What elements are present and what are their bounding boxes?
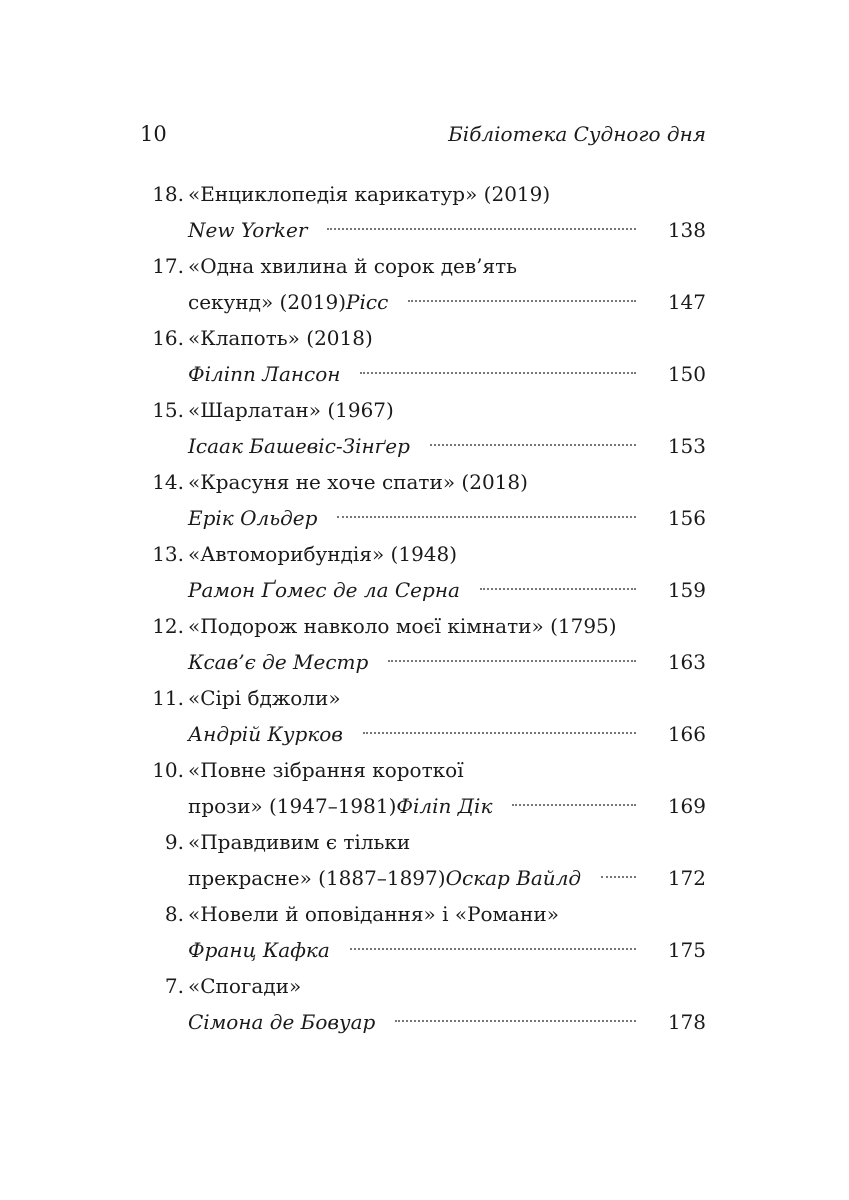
page-header	[140, 118, 706, 150]
entry-author: Сімона де Бовуар	[188, 1010, 376, 1034]
entry-title-continuation: секунд» (2019)	[188, 290, 347, 314]
entry-number: 10.	[152, 758, 184, 782]
entry-title: «Спогади»	[188, 974, 302, 998]
entry-page: 175	[667, 938, 706, 962]
entry-second-line	[188, 572, 706, 608]
toc-entry[interactable]	[140, 608, 706, 680]
dot-leader	[327, 228, 636, 230]
entry-author: Франц Кафка	[188, 938, 330, 962]
entry-title: «Клапоть» (2018)	[188, 326, 373, 350]
toc-entry[interactable]	[140, 968, 706, 1040]
toc-entry[interactable]	[140, 248, 706, 320]
entry-page: 156	[667, 506, 706, 530]
dot-leader	[408, 300, 636, 302]
toc-entry[interactable]	[140, 464, 706, 536]
entry-page: 138	[667, 218, 706, 242]
entry-second-line	[188, 500, 706, 536]
toc-entry[interactable]	[140, 320, 706, 392]
entry-title: «Красуня не хоче спати» (2018)	[188, 470, 528, 494]
dot-leader	[363, 732, 636, 734]
entry-second-line	[188, 644, 706, 680]
dot-leader	[512, 804, 636, 806]
running-title: Бібліотека Судного дня	[448, 122, 706, 146]
entry-number: 7.	[164, 974, 184, 998]
entry-number: 18.	[152, 182, 184, 206]
toc-entry[interactable]	[140, 824, 706, 896]
entry-author: Ісаак Башевіс-Зінґер	[188, 434, 410, 458]
dot-leader	[350, 948, 636, 950]
entry-second-line	[188, 1004, 706, 1040]
entry-author: Рісс	[346, 290, 389, 314]
entry-page: 147	[667, 290, 706, 314]
entry-author: Ерік Ольдер	[188, 506, 318, 530]
table-of-contents	[140, 176, 706, 1040]
entry-author: New Yorker	[188, 218, 308, 242]
entry-author: Ксав’є де Местр	[188, 650, 369, 674]
entry-second-line	[188, 356, 706, 392]
entry-number: 14.	[152, 470, 184, 494]
entry-author: Філіпп Лансон	[188, 362, 341, 386]
entry-page: 172	[667, 866, 706, 890]
dot-leader	[337, 516, 636, 518]
entry-page: 159	[667, 578, 706, 602]
entry-title: «Сірі бджоли»	[188, 686, 341, 710]
entry-title: «Повне зібрання короткої	[188, 758, 464, 782]
entry-second-line	[188, 428, 706, 464]
dot-leader	[480, 588, 636, 590]
entry-second-line	[188, 932, 706, 968]
entry-second-line	[188, 788, 706, 824]
entry-title: «Шарлатан» (1967)	[188, 398, 394, 422]
entry-page: 178	[667, 1010, 706, 1034]
entry-title: «Автоморибундія» (1948)	[188, 542, 458, 566]
entry-page: 153	[667, 434, 706, 458]
entry-author: Рамон Ґомес де ла Серна	[188, 578, 460, 602]
dot-leader	[388, 660, 636, 662]
entry-page: 150	[667, 362, 706, 386]
entry-number: 16.	[152, 326, 184, 350]
entry-number: 17.	[152, 254, 184, 278]
entry-author: Андрій Курков	[188, 722, 343, 746]
toc-entry[interactable]	[140, 176, 706, 248]
entry-page: 169	[667, 794, 706, 818]
entry-author: Оскар Вайлд	[445, 866, 582, 890]
toc-entry[interactable]	[140, 392, 706, 464]
entry-second-line	[188, 860, 706, 896]
entry-title: «Одна хвилина й сорок дев’ять	[188, 254, 518, 278]
entry-number: 8.	[164, 902, 184, 926]
entry-page: 163	[667, 650, 706, 674]
entry-number: 9.	[164, 830, 184, 854]
entry-second-line	[188, 212, 706, 248]
dot-leader	[360, 372, 636, 374]
dot-leader	[601, 876, 636, 878]
entry-number: 11.	[152, 686, 184, 710]
entry-number: 13.	[152, 542, 184, 566]
entry-title-continuation: прекрасне» (1887–1897)	[188, 866, 446, 890]
toc-entry[interactable]	[140, 896, 706, 968]
toc-entry[interactable]	[140, 680, 706, 752]
entry-number: 15.	[152, 398, 184, 422]
entry-number: 12.	[152, 614, 184, 638]
entry-title-continuation: прози» (1947–1981)	[188, 794, 397, 818]
entry-title: «Правдивим є тільки	[188, 830, 411, 854]
dot-leader	[430, 444, 636, 446]
dot-leader	[395, 1020, 636, 1022]
entry-second-line	[188, 716, 706, 752]
entry-title: «Подорож навколо моєї кімнати» (1795)	[188, 614, 617, 638]
entry-title: «Енциклопедія карикатур» (2019)	[188, 182, 551, 206]
entry-page: 166	[667, 722, 706, 746]
page-number: 10	[140, 122, 167, 146]
entry-second-line	[188, 284, 706, 320]
toc-entry[interactable]	[140, 536, 706, 608]
entry-title: «Новели й оповідання» і «Романи»	[188, 902, 559, 926]
toc-entry[interactable]	[140, 752, 706, 824]
entry-author: Філіп Дік	[396, 794, 493, 818]
